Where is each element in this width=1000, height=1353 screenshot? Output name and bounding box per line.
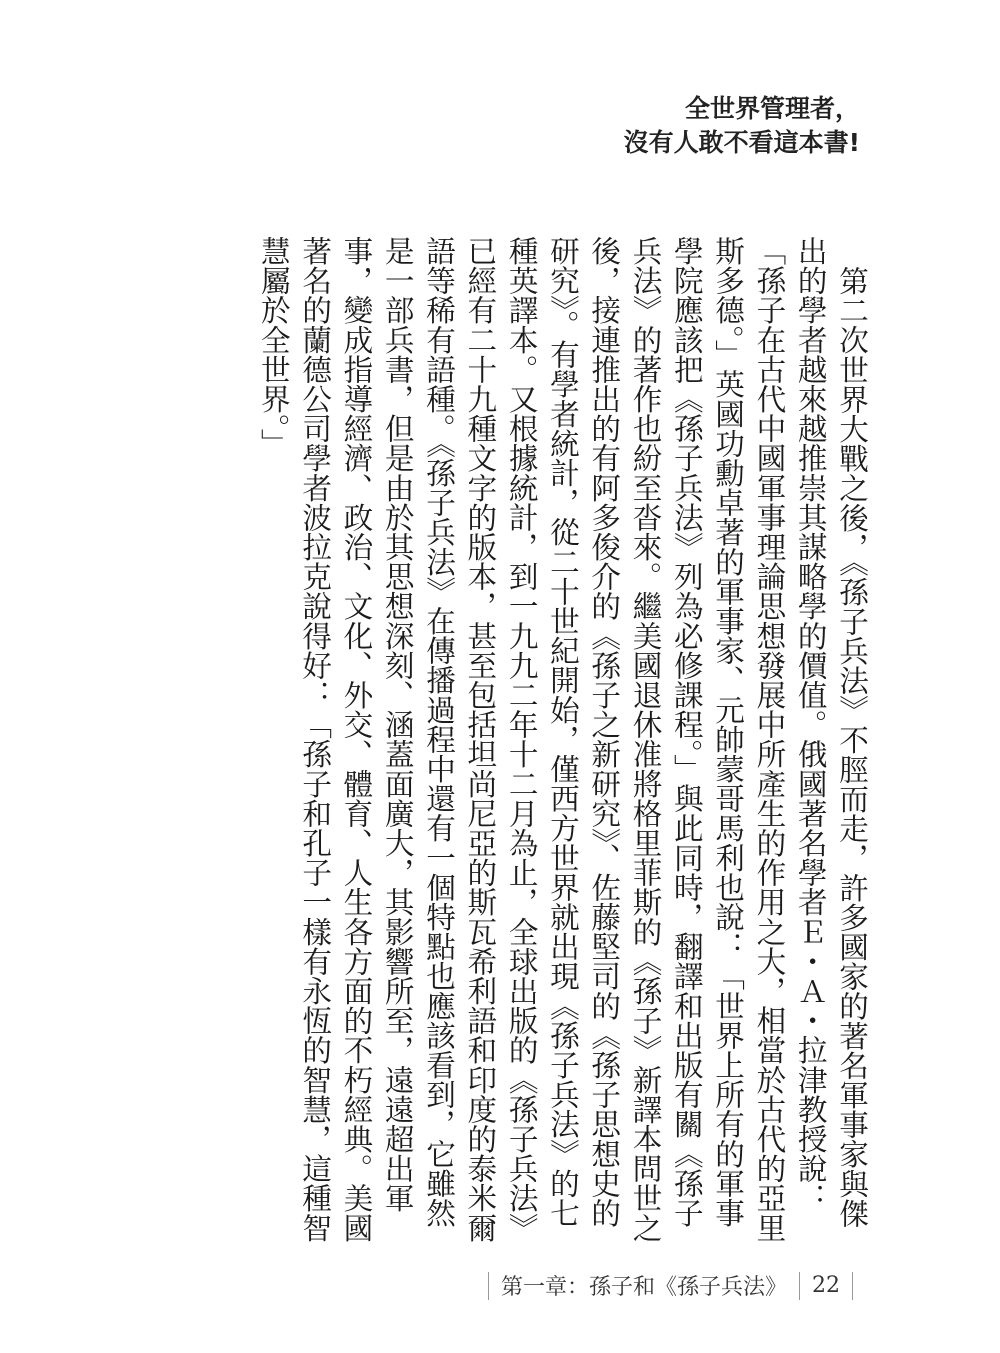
header-line-1: 全世界管理者， xyxy=(684,94,860,123)
page-footer xyxy=(476,1270,865,1301)
body-text-vertical xyxy=(112,236,872,1246)
footer-page-number: 22 xyxy=(812,1273,840,1298)
footer-divider-right xyxy=(852,1272,853,1300)
footer-divider-left xyxy=(488,1272,489,1300)
footer-divider-middle xyxy=(799,1272,800,1300)
header-line-2: 沒有人敢不看這本書! xyxy=(623,128,860,157)
page-header-title xyxy=(624,92,860,160)
body-paragraph: 第二次世界大戰之後，《孫子兵法》不脛而走，許多國家的著名軍事家與傑出的學者越來越推崇其謀略學的價值。俄國著名學者Ｅ・Ａ・拉津教授說：「孫子在古代中國軍事理論思想發展中所產生的作用之大，相當於古代的亞里斯多德。」英國功勳卓著的軍事家、元帥蒙哥馬利也說：「世界上所有的軍事學院應該把《孫子兵法》列為必修課程。」與此同時，翻譯和出版有關《孫子兵法》的著作也紛至沓來。繼美國退休准將格里菲斯的《孫子》新譯本問世之後，接連推出的有阿多俊介的《孫子之新研究》、佐藤堅司的《孫子思想史的研究》。有學者統計，從二十世紀開始，僅西方世界就出現《孫子兵法》的七種英譯本。又根據統計，到一九九二年十二月為止，全球出版的《孫子兵法》已經有二十九種文字的版本，甚至包括坦尚尼亞的斯瓦希利語和印度的泰米爾語等稀有語種。《孫子兵法》在傳播過程中還有一個特點也應該看到，它雖然是一部兵書，但是由於其思想深刻、涵蓋面廣大，其影響所至，遠遠超出軍事，變成指導經濟、政治、文化、外交、體育、人生各方面的不朽經典。美國著名的蘭德公司學者波拉克說得好：「孫子和孔子一樣有永恆的智慧，這種智慧屬於全世界。」 xyxy=(256,236,869,1243)
footer-chapter-title: 第一章：孫子和《孫子兵法》 xyxy=(500,1275,787,1300)
